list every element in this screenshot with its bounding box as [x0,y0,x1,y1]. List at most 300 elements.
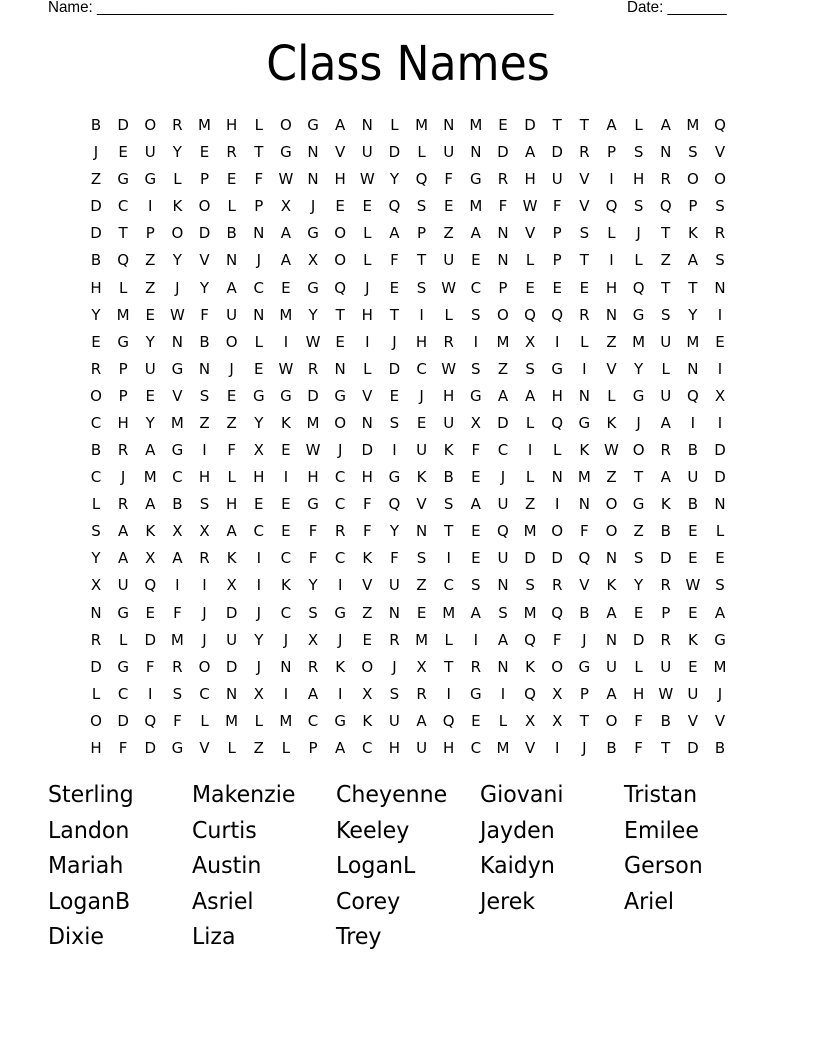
grid-letter[interactable]: A [470,603,481,622]
grid-letter[interactable]: D [687,739,699,757]
grid-letter[interactable]: T [552,116,562,134]
grid-letter[interactable]: F [634,739,643,757]
grid-letter[interactable]: J [256,251,261,270]
grid-letter[interactable]: T [661,278,671,297]
grid-letter[interactable]: M [306,413,320,432]
grid-letter[interactable]: H [551,386,563,405]
grid-letter[interactable]: S [633,549,644,568]
grid-letter[interactable]: Q [551,305,564,324]
grid-letter[interactable]: S [525,576,535,595]
grid-letter[interactable]: O [632,441,645,460]
grid-letter[interactable]: O [171,224,184,243]
grid-letter[interactable]: F [227,441,236,460]
grid-letter[interactable]: F [444,170,453,189]
grid-letter[interactable]: X [145,549,156,568]
grid-letter[interactable]: F [390,251,399,270]
grid-letter[interactable]: X [307,251,319,270]
grid-letter[interactable]: F [552,630,562,649]
grid-letter[interactable]: H [117,413,129,432]
grid-letter[interactable]: B [714,739,726,757]
grid-letter[interactable]: G [714,630,726,649]
grid-letter[interactable]: A [145,441,156,460]
grid-letter[interactable]: I [256,549,261,568]
grid-letter[interactable]: W [685,576,701,595]
grid-letter[interactable]: J [392,657,397,676]
grid-letter[interactable]: S [498,603,508,622]
grid-letter[interactable]: R [660,170,671,189]
grid-letter[interactable]: I [554,739,560,757]
grid-letter[interactable]: R [117,495,129,514]
grid-letter[interactable]: W [278,359,294,378]
grid-letter[interactable]: X [199,522,210,541]
name-field[interactable]: Name: ______________________________________________________ [48,0,554,16]
grid-letter[interactable]: Z [633,522,644,541]
grid-letter[interactable]: P [118,359,128,378]
grid-letter[interactable]: V [416,495,427,514]
grid-letter[interactable]: N [605,549,618,568]
grid-letter[interactable]: T [579,116,589,134]
grid-letter[interactable]: V [606,359,617,378]
grid-letter[interactable]: A [226,278,237,297]
grid-letter[interactable]: G [117,170,129,189]
grid-letter[interactable]: D [144,630,157,649]
grid-letter[interactable]: R [389,630,400,649]
grid-letter[interactable]: G [171,739,184,757]
grid-letter[interactable]: P [579,684,589,703]
grid-letter[interactable]: I [717,413,723,432]
grid-letter[interactable]: J [256,603,261,622]
grid-letter[interactable]: G [307,116,319,134]
grid-letter[interactable]: E [281,441,291,460]
grid-letter[interactable]: E [118,143,128,162]
grid-letter[interactable]: L [118,630,128,649]
grid-letter[interactable]: P [199,170,210,189]
grid-letter[interactable]: I [690,413,696,432]
grid-letter[interactable]: R [660,630,671,649]
grid-letter[interactable]: W [305,441,321,460]
grid-letter[interactable]: G [334,603,346,622]
grid-letter[interactable]: K [362,711,373,730]
grid-letter[interactable]: M [577,468,591,487]
grid-letter[interactable]: V [524,739,536,757]
grid-letter[interactable]: Y [91,305,101,324]
grid-letter[interactable]: Y [199,278,210,297]
grid-letter[interactable]: J [256,657,261,676]
grid-letter[interactable]: Z [362,603,373,622]
grid-letter[interactable]: H [361,305,373,324]
grid-letter[interactable]: Z [145,251,156,270]
grid-letter[interactable]: V [714,143,726,162]
grid-letter[interactable]: M [686,332,700,351]
grid-letter[interactable]: E [362,630,373,649]
grid-letter[interactable]: D [388,143,401,162]
grid-letter[interactable]: U [605,657,617,676]
grid-letter[interactable]: F [390,549,399,568]
grid-letter[interactable]: W [441,278,457,297]
grid-letter[interactable]: E [226,170,237,189]
grid-letter[interactable]: O [686,170,699,189]
grid-letter[interactable]: Z [199,413,210,432]
grid-letter[interactable]: Z [145,278,156,297]
grid-letter[interactable]: I [446,549,451,568]
grid-letter[interactable]: L [498,711,508,730]
grid-letter[interactable]: U [416,739,428,757]
grid-letter[interactable]: L [91,495,101,514]
grid-letter[interactable]: N [578,386,590,405]
grid-letter[interactable]: Z [497,359,509,378]
grid-letter[interactable]: T [579,251,589,270]
grid-letter[interactable]: L [607,224,616,243]
grid-letter[interactable]: M [279,305,293,324]
grid-letter[interactable]: I [392,441,397,460]
grid-letter[interactable]: P [145,224,155,243]
grid-letter[interactable]: R [307,657,319,676]
grid-letter[interactable]: D [714,441,726,460]
grid-letter[interactable]: H [90,278,102,297]
grid-letter[interactable]: B [579,603,590,622]
grid-letter[interactable]: O [714,170,726,189]
grid-letter[interactable]: A [335,116,346,134]
grid-letter[interactable]: E [688,549,698,568]
grid-letter[interactable]: G [578,657,591,676]
grid-letter[interactable]: N [660,143,672,162]
grid-letter[interactable]: Y [688,305,698,324]
grid-letter[interactable]: S [715,576,725,595]
grid-letter[interactable]: S [416,197,427,216]
grid-letter[interactable]: M [523,522,537,541]
grid-letter[interactable]: I [554,332,560,351]
grid-letter[interactable]: R [660,441,671,460]
grid-letter[interactable]: O [334,251,347,270]
grid-letter[interactable]: D [225,657,238,676]
grid-letter[interactable]: P [552,251,562,270]
grid-letter[interactable]: D [225,603,238,622]
grid-letter[interactable]: K [280,413,291,432]
grid-letter[interactable]: H [334,170,346,189]
grid-letter[interactable]: N [307,143,319,162]
grid-letter[interactable]: E [498,116,508,134]
grid-letter[interactable]: V [172,386,183,405]
grid-letter[interactable]: L [254,711,263,730]
grid-letter[interactable]: X [226,576,237,595]
grid-letter[interactable]: M [170,413,184,432]
grid-letter[interactable]: E [281,495,291,514]
grid-letter[interactable]: P [417,224,427,243]
grid-letter[interactable]: S [525,359,535,378]
grid-letter[interactable]: N [687,359,699,378]
grid-letter[interactable]: R [226,143,237,162]
grid-letter[interactable]: G [117,603,129,622]
grid-letter[interactable]: A [172,549,183,568]
grid-letter[interactable]: O [605,522,618,541]
grid-letter[interactable]: O [605,711,618,730]
grid-letter[interactable]: H [632,170,645,189]
grid-letter[interactable]: Q [605,197,618,216]
grid-letter[interactable]: A [335,739,346,757]
grid-letter[interactable]: R [551,576,563,595]
grid-letter[interactable]: U [497,549,509,568]
grid-letter[interactable]: W [169,305,185,324]
grid-letter[interactable]: E [145,386,155,405]
grid-letter[interactable]: N [443,116,455,134]
grid-letter[interactable]: I [365,332,370,351]
grid-letter[interactable]: F [552,197,562,216]
grid-letter[interactable]: Q [551,413,564,432]
grid-letter[interactable]: I [283,468,289,487]
grid-letter[interactable]: T [416,251,427,270]
grid-letter[interactable]: S [633,143,644,162]
grid-letter[interactable]: B [606,739,617,757]
grid-letter[interactable]: E [525,278,535,297]
grid-letter[interactable]: I [419,305,424,324]
grid-letter[interactable]: S [715,197,725,216]
grid-letter[interactable]: G [171,441,184,460]
grid-letter[interactable]: Q [334,278,347,297]
grid-letter[interactable]: R [660,576,671,595]
grid-letter[interactable]: F [362,495,372,514]
grid-letter[interactable]: C [90,468,102,487]
grid-letter[interactable]: N [307,170,319,189]
grid-letter[interactable]: M [496,739,510,757]
grid-letter[interactable]: H [415,332,428,351]
grid-letter[interactable]: J [582,739,587,757]
grid-letter[interactable]: B [660,711,671,730]
grid-letter[interactable]: D [198,224,211,243]
grid-letter[interactable]: A [117,522,129,541]
grid-letter[interactable]: H [226,495,238,514]
grid-letter[interactable]: G [307,224,319,243]
grid-letter[interactable]: D [714,468,726,487]
grid-letter[interactable]: R [714,224,726,243]
grid-letter[interactable]: A [497,630,509,649]
grid-letter[interactable]: D [307,386,319,405]
grid-letter[interactable]: S [172,684,183,703]
grid-letter[interactable]: Z [416,576,427,595]
grid-letter[interactable]: A [606,684,617,703]
grid-letter[interactable]: K [525,657,535,676]
grid-letter[interactable]: E [471,522,481,541]
grid-letter[interactable]: M [686,116,700,134]
grid-letter[interactable]: L [634,251,643,270]
grid-letter[interactable]: A [470,495,481,514]
grid-letter[interactable]: R [579,305,590,324]
grid-letter[interactable]: U [443,143,455,162]
grid-letter[interactable]: U [416,441,428,460]
grid-letter[interactable]: N [226,251,238,270]
grid-letter[interactable]: U [443,413,455,432]
grid-letter[interactable]: J [283,630,289,649]
grid-letter[interactable]: C [280,549,292,568]
grid-letter[interactable]: A [416,711,427,730]
grid-letter[interactable]: N [90,603,102,622]
grid-letter[interactable]: E [633,603,644,622]
grid-letter[interactable]: D [117,116,129,134]
grid-letter[interactable]: J [419,386,424,405]
grid-letter[interactable]: S [199,495,210,514]
grid-letter[interactable]: E [389,386,400,405]
grid-letter[interactable]: Y [145,413,155,432]
grid-letter[interactable]: B [660,522,671,541]
grid-letter[interactable]: G [388,468,401,487]
grid-letter[interactable]: C [362,739,373,757]
grid-letter[interactable]: N [361,116,373,134]
grid-letter[interactable]: I [446,684,451,703]
grid-letter[interactable]: D [90,197,102,216]
grid-letter[interactable]: I [202,576,207,595]
grid-letter[interactable]: I [337,684,343,703]
grid-letter[interactable]: L [254,116,263,134]
grid-letter[interactable]: D [497,413,509,432]
grid-letter[interactable]: A [524,143,536,162]
grid-letter[interactable]: J [636,413,641,432]
grid-letter[interactable]: B [90,441,102,460]
grid-letter[interactable]: Q [524,305,536,324]
grid-letter[interactable]: N [171,332,183,351]
grid-letter[interactable]: L [173,170,182,189]
grid-letter[interactable]: S [579,224,590,243]
grid-letter[interactable]: X [362,684,373,703]
grid-letter[interactable]: W [604,441,619,460]
grid-letter[interactable]: L [525,251,535,270]
grid-letter[interactable]: P [661,603,671,622]
grid-letter[interactable]: G [632,495,645,514]
grid-letter[interactable]: X [307,630,319,649]
grid-letter[interactable]: L [254,332,263,351]
grid-letter[interactable]: T [118,224,128,243]
grid-letter[interactable]: O [334,413,347,432]
grid-letter[interactable]: L [715,522,725,541]
grid-letter[interactable]: G [252,386,265,405]
grid-letter[interactable]: G [334,386,346,405]
grid-letter[interactable]: A [660,468,671,487]
grid-letter[interactable]: N [253,305,265,324]
grid-letter[interactable]: X [552,684,563,703]
grid-letter[interactable]: E [715,549,725,568]
grid-letter[interactable]: J [337,441,343,460]
grid-letter[interactable]: U [226,630,238,649]
grid-letter[interactable]: F [118,739,128,757]
grid-letter[interactable]: I [337,576,343,595]
grid-letter[interactable]: C [199,684,210,703]
grid-letter[interactable]: Y [389,170,399,189]
grid-letter[interactable]: I [256,576,261,595]
grid-letter[interactable]: A [606,116,617,134]
grid-letter[interactable]: U [687,684,699,703]
grid-letter[interactable]: A [280,224,292,243]
grid-letter[interactable]: I [283,684,289,703]
grid-letter[interactable]: K [335,657,346,676]
grid-letter[interactable]: F [308,549,318,568]
grid-letter[interactable]: V [714,711,726,730]
grid-letter[interactable]: I [609,251,614,270]
grid-letter[interactable]: L [227,739,236,757]
grid-letter[interactable]: J [202,630,207,649]
grid-letter[interactable]: M [143,468,157,487]
grid-letter[interactable]: X [416,657,427,676]
grid-letter[interactable]: S [471,576,481,595]
grid-letter[interactable]: N [551,468,563,487]
grid-letter[interactable]: R [579,143,590,162]
grid-letter[interactable]: N [226,684,238,703]
grid-letter[interactable]: U [660,332,672,351]
grid-letter[interactable]: N [605,630,618,649]
grid-letter[interactable]: C [253,278,265,297]
grid-letter[interactable]: L [634,116,643,134]
grid-letter[interactable]: V [579,576,590,595]
grid-letter[interactable]: S [715,251,725,270]
grid-letter[interactable]: S [389,413,400,432]
grid-letter[interactable]: C [117,684,129,703]
grid-letter[interactable]: W [658,684,674,703]
grid-letter[interactable]: L [118,278,128,297]
grid-letter[interactable]: N [714,495,726,514]
grid-letter[interactable]: E [335,332,345,351]
grid-letter[interactable]: X [470,413,481,432]
grid-letter[interactable]: L [417,143,426,162]
grid-letter[interactable]: O [361,657,374,676]
grid-letter[interactable]: O [225,332,238,351]
grid-letter[interactable]: E [552,278,562,297]
grid-letter[interactable]: Q [388,197,401,216]
grid-letter[interactable]: G [307,278,319,297]
grid-letter[interactable]: G [632,305,645,324]
grid-letter[interactable]: R [416,684,427,703]
grid-letter[interactable]: P [552,224,562,243]
grid-letter[interactable]: O [280,116,292,134]
grid-letter[interactable]: G [117,332,129,351]
grid-letter[interactable]: N [198,359,211,378]
grid-letter[interactable]: O [90,386,102,405]
grid-letter[interactable]: L [390,116,399,134]
grid-letter[interactable]: K [606,413,617,432]
grid-letter[interactable]: T [254,143,264,162]
grid-letter[interactable]: U [551,170,563,189]
grid-letter[interactable]: L [363,251,372,270]
grid-letter[interactable]: A [470,224,481,243]
grid-letter[interactable]: A [660,413,671,432]
grid-letter[interactable]: Z [253,739,264,757]
grid-letter[interactable]: R [443,332,454,351]
grid-letter[interactable]: Q [714,116,726,134]
grid-letter[interactable]: E [416,603,427,622]
grid-letter[interactable]: S [389,684,400,703]
grid-letter[interactable]: A [497,386,509,405]
grid-letter[interactable]: M [116,305,130,324]
grid-letter[interactable]: J [337,630,343,649]
grid-letter[interactable]: U [361,143,373,162]
grid-letter[interactable]: G [470,684,482,703]
grid-letter[interactable]: S [91,522,101,541]
grid-letter[interactable]: Y [172,143,182,162]
grid-letter[interactable]: I [609,170,614,189]
grid-letter[interactable]: J [392,332,397,351]
grid-letter[interactable]: Y [389,522,399,541]
date-field[interactable]: Date: _______ [627,0,727,16]
grid-letter[interactable]: M [442,603,456,622]
grid-letter[interactable]: P [498,278,508,297]
grid-letter[interactable]: I [582,359,587,378]
grid-letter[interactable]: Z [443,224,454,243]
grid-letter[interactable]: E [471,251,481,270]
grid-letter[interactable]: Q [632,278,645,297]
grid-letter[interactable]: C [280,603,292,622]
grid-letter[interactable]: N [497,576,509,595]
grid-letter[interactable]: R [172,116,183,134]
grid-letter[interactable]: A [117,549,129,568]
grid-letter[interactable]: U [226,305,238,324]
grid-letter[interactable]: O [198,197,211,216]
grid-letter[interactable]: U [144,143,156,162]
